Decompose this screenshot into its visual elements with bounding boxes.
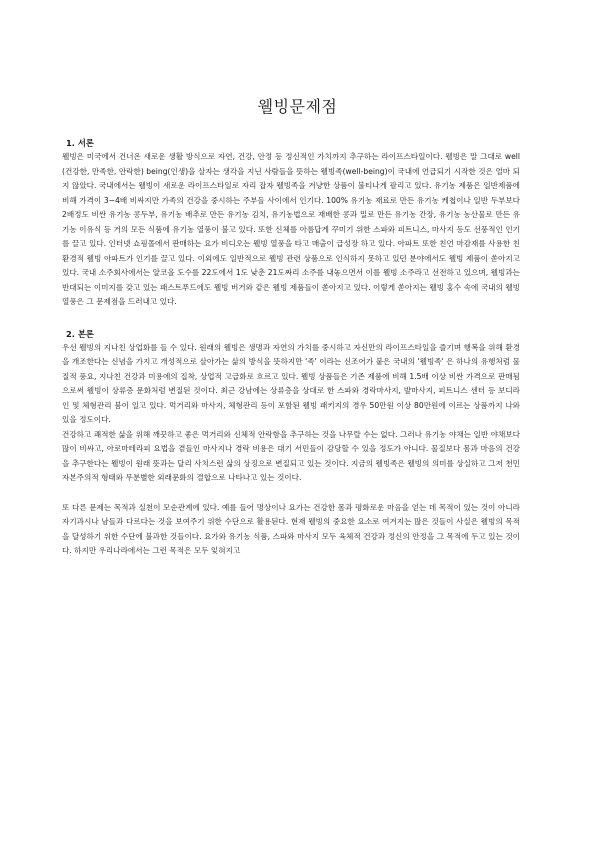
body-paragraph-3: 또 다른 문제는 목적과 실천이 모순관계에 있다. 예를 들어 명상이나 요가는 건강한 몸과 평화로운 마음을 얻는 데 목적이 있는 것이 아니라 자기과시나 남들과 다르다는 것을 보여주기 위한 수단으로 활용된다. 현재 웰빙의 중요한 요소로 여겨지는 많은 것들이 사실은 웰빙의 목적을 달성하기 위한 수단에 불과한 것들이다. 요가와 유기농 식품, 스파와 마사지 모두 육체적 건강과 정신의 안정을 그 목적에 두고 있는 것이다. 하지만 우리나라에서는 그런 목적은 모두 잊혀지고: [62, 502, 520, 555]
section-heading-intro: 1. 서론: [66, 138, 94, 148]
body-paragraph-2: 건강하고 쾌적한 삶을 위해 깨끗하고 좋은 먹거리와 신체적 안락함을 추구하는 것을 나무랄 수는 없다. 그러나 유기농 야채는 일반 야채보다 많이 비싸고, 아로마테라피 요법을 곁들인 마사지나 경락 비용은 대기 서민들이 감당할 수 있을 정도가 아니다. 물질보다 몸과 마음의 건강을 추구한다는 웰빙이 원래 뜻과는 달리 사치스런 삶의 상징으로 변질되고 있는 것이다. 지금의 웰빙족은 웰빙의 의미를 상실하고 그저 천민 자본주의적 형태와 무분별한 외래문화의 결합으로 나타나고 있는 것이다.: [62, 429, 520, 482]
section-heading-body: 2. 본론: [66, 328, 94, 339]
document-title: 웰빙문제점: [257, 97, 338, 116]
body-paragraph-1: 우선 웰빙의 지나친 상업화를 들 수 있다. 원래의 웰빙은 생명과 자연의 가치를 중시하고 자신만의 라이프스타일을 즐기며 행복을 위해 환경을 개조한다는 신념을 가지고 개성적으로 살아가는 삶의 방식을 뜻하지만 '족' 이라는 신조어가 붙은 국내의 '웰빙족' 은 하나의 유행처럼 물질적 풍요, 지나친 건강과 미용에의 집착, 상업적 고급화로 흐르고 있다. 웰빙 상품들은 기존 제품에 비해 1.5배 이상 비싼 가격으로 판매됨으로써 웰빙이 상류층 문화처럼 변질된 것이다. 최근 강남에는 상류층을 상대로 한 스파와 경락마사지, 발마사지, 피트니스 센터 등 보디라인 및 체형관리 붐이 일고 있다. 먹거리와 마사지, 체형관리 등이 포함된 웰빙 패키지의 경우 50만원 이상 80만원에 이르는 상품까지 나와 있을 정도이다.: [62, 342, 520, 424]
section-spacer: [62, 310, 520, 327]
intro-paragraph: 웰빙은 미국에서 건너온 새로운 생활 방식으로 자연, 건강, 안정 등 정신적인 가치까지 추구하는 라이프스타일이다. 웰빙은 말 그대로 well(건강한, 만족한, 안락한) being(인생)을 살자는 생각을 지닌 사람들을 뜻하는 웰빙족(well-being)이 국내에 언급되기 시작한 것은 얼마 되지 않았다. 국내에서는 웰빙이 새로운 라이프스타일로 자리 잡자 웰빙족을 겨냥한 상품이 불티나게 팔리고 있다. 유기농 제품은 일반제품에 비해 가격이 3~4배 비싸지만 가족의 건강을 중시하는 주부들 사이에서 인기다. 100% 유기농 재료로 만든 유기농 케첩이나 일반 두부보다 2배정도 비싼 유기농 콩두부, 유기농 배추로 만든 유기농 김치, 유기농법으로 재배한 콩과 밀로 만든 유기농 간장, 유기농 농산물로 만든 유기농 이유식 등 거의 모든 식품에 유기농 열풍이 불고 있다. 또한 신체를 아름답게 꾸미기 위한 스파와 피트니스, 마사지 등도 선풍적인 인기를 끌고 있다. 인터넷 쇼핑몰에서 판매하는 요가 비디오는 웰빙 열풍을 타고 매출이 급성장 하고 있다. 아파트 또한 친언 마감재를 사용한 친환경적 웰빙 아파트가 인기를 끌고 있다. 이외에도 일반적으로 웰빙 관련 상품으로 인식하지 못하고 있던 분야에서도 웰빙 제품이 쏟아지고 있다. 국내 소주회사에서는 알코올 도수를 22도에서 1도 낮춘 21도짜리 소주를 내놓으면서 이를 웰빙 소주라고 선전하고 있으며, 웰빙과는 반대되는 이미지를 갖고 있는 패스트푸드에도 웰빙 버거와 같은 웰빙 제품들이 쏟아지고 있다. 이렇게 쏟아지는 웰빙 홍수 속에 국내의 웰빙 열풍은 그 문제점을 드러내고 있다.: [62, 152, 520, 306]
document-body: [62, 136, 520, 559]
paragraph-spacer: [62, 486, 520, 501]
